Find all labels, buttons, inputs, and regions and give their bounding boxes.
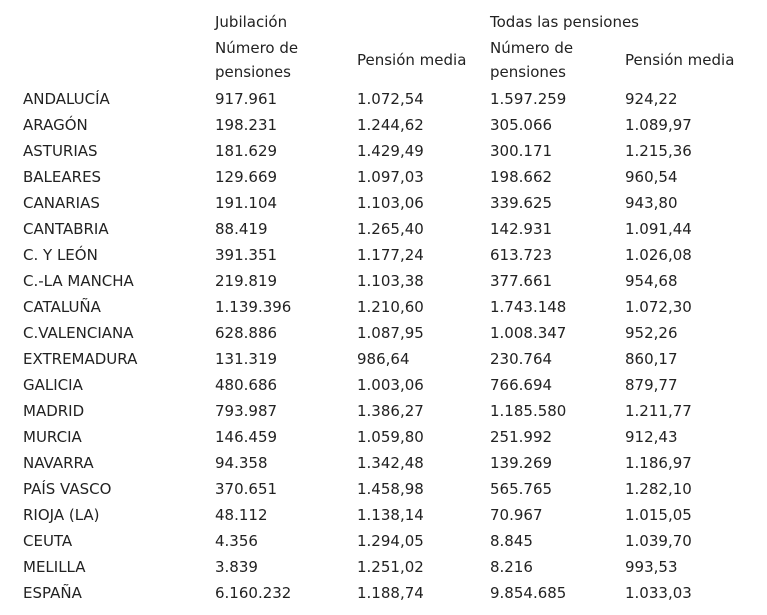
todas-numero-cell: 9.854.685 [490,584,567,602]
jubilacion-numero-cell: 129.669 [215,168,278,186]
table-row [23,242,745,268]
header-jubilacion: Jubilación [215,13,288,31]
todas-numero-cell: 613.723 [490,246,553,264]
todas-media-cell: 1.015,05 [625,506,692,524]
table-row [23,502,745,528]
todas-media-cell: 954,68 [625,272,678,290]
jubilacion-numero-cell: 6.160.232 [215,584,292,602]
todas-numero-cell: 8.845 [490,532,533,550]
todas-numero-cell: 1.008.347 [490,324,567,342]
jubilacion-media-cell: 1.103,06 [357,194,424,212]
region-cell: BALEARES [23,168,102,186]
jubilacion-media-cell: 1.458,98 [357,480,424,498]
table-row [23,164,745,190]
header-jubilacion-numero: Número de pensiones [215,39,299,81]
table-row [23,372,745,398]
todas-media-cell: 1.089,97 [625,116,692,134]
todas-media-cell: 924,22 [625,90,678,108]
jubilacion-numero-cell: 3.839 [215,558,258,576]
table-row [23,268,745,294]
jubilacion-media-cell: 1.210,60 [357,298,424,316]
jubilacion-media-cell: 1.188,74 [357,584,424,602]
region-cell: C.-LA MANCHA [23,272,134,290]
jubilacion-numero-cell: 181.629 [215,142,278,160]
jubilacion-numero-cell: 146.459 [215,428,278,446]
header-jubilacion-pension-media: Pensión media [357,51,467,69]
jubilacion-numero-cell: 628.886 [215,324,278,342]
jubilacion-numero-cell: 219.819 [215,272,278,290]
pensions-table [23,86,745,606]
todas-media-cell: 943,80 [625,194,678,212]
region-cell: MURCIA [23,428,82,446]
todas-numero-cell: 766.694 [490,376,553,394]
table-row [23,190,745,216]
todas-media-cell: 1.215,36 [625,142,692,160]
jubilacion-media-cell: 1.003,06 [357,376,424,394]
jubilacion-numero-cell: 131.319 [215,350,278,368]
table-row [23,424,745,450]
region-cell: ANDALUCÍA [23,90,110,108]
table-row [23,528,745,554]
todas-numero-cell: 142.931 [490,220,553,238]
jubilacion-numero-cell: 793.987 [215,402,278,420]
jubilacion-numero-cell: 198.231 [215,116,278,134]
region-cell: ESPAÑA [23,584,82,602]
region-cell: EXTREMADURA [23,350,138,368]
jubilacion-media-cell: 1.138,14 [357,506,424,524]
todas-numero-cell: 251.992 [490,428,553,446]
todas-media-cell: 1.072,30 [625,298,692,316]
todas-media-cell: 1.211,77 [625,402,692,420]
region-cell: CANARIAS [23,194,100,212]
region-cell: MADRID [23,402,85,420]
jubilacion-numero-cell: 1.139.396 [215,298,292,316]
region-cell: NAVARRA [23,454,94,472]
jubilacion-numero-cell: 4.356 [215,532,258,550]
jubilacion-numero-cell: 480.686 [215,376,278,394]
jubilacion-numero-cell: 917.961 [215,90,278,108]
jubilacion-media-cell: 1.097,03 [357,168,424,186]
table-row [23,580,745,606]
todas-media-cell: 1.091,44 [625,220,692,238]
table-row [23,554,745,580]
todas-numero-cell: 1.597.259 [490,90,567,108]
jubilacion-numero-cell: 48.112 [215,506,268,524]
table-row [23,216,745,242]
header-todas-pension-media: Pensión media [625,51,735,69]
todas-media-cell: 960,54 [625,168,678,186]
todas-numero-cell: 8.216 [490,558,533,576]
todas-numero-cell: 1.743.148 [490,298,567,316]
region-cell: ASTURIAS [23,142,98,160]
todas-numero-cell: 300.171 [490,142,553,160]
table-row [23,320,745,346]
header-todas-pensiones: Todas las pensiones [490,13,639,31]
jubilacion-media-cell: 1.059,80 [357,428,424,446]
header-todas-numero: Número de pensiones [490,39,574,81]
jubilacion-numero-cell: 191.104 [215,194,278,212]
jubilacion-media-cell: 1.294,05 [357,532,424,550]
region-cell: RIOJA (LA) [23,506,100,524]
jubilacion-media-cell: 1.103,38 [357,272,424,290]
table-row [23,476,745,502]
jubilacion-numero-cell: 88.419 [215,220,268,238]
table-row [23,450,745,476]
jubilacion-media-cell: 1.386,27 [357,402,424,420]
jubilacion-media-cell: 1.342,48 [357,454,424,472]
table-row [23,86,745,112]
todas-numero-cell: 565.765 [490,480,553,498]
jubilacion-media-cell: 1.177,24 [357,246,424,264]
region-cell: ARAGÓN [23,116,88,134]
jubilacion-media-cell: 1.072,54 [357,90,424,108]
todas-numero-cell: 339.625 [490,194,553,212]
region-cell: C.VALENCIANA [23,324,134,342]
todas-numero-cell: 70.967 [490,506,543,524]
region-cell: GALICIA [23,376,83,394]
todas-numero-cell: 1.185.580 [490,402,567,420]
table-row [23,138,745,164]
table-row [23,294,745,320]
todas-media-cell: 860,17 [625,350,678,368]
todas-media-cell: 879,77 [625,376,678,394]
jubilacion-numero-cell: 94.358 [215,454,268,472]
todas-numero-cell: 198.662 [490,168,553,186]
jubilacion-media-cell: 1.265,40 [357,220,424,238]
todas-media-cell: 1.282,10 [625,480,692,498]
todas-media-cell: 1.039,70 [625,532,692,550]
jubilacion-media-cell: 1.251,02 [357,558,424,576]
todas-media-cell: 1.026,08 [625,246,692,264]
region-cell: CANTABRIA [23,220,109,238]
todas-numero-cell: 230.764 [490,350,553,368]
table-row [23,398,745,424]
todas-media-cell: 1.033,03 [625,584,692,602]
region-cell: PAÍS VASCO [23,480,112,498]
jubilacion-media-cell: 986,64 [357,350,410,368]
table-row [23,346,745,372]
todas-media-cell: 952,26 [625,324,678,342]
region-cell: CATALUÑA [23,298,101,316]
todas-media-cell: 912,43 [625,428,678,446]
region-cell: C. Y LEÓN [23,246,98,264]
region-cell: CEUTA [23,532,73,550]
region-cell: MELILLA [23,558,86,576]
jubilacion-numero-cell: 370.651 [215,480,278,498]
todas-numero-cell: 305.066 [490,116,553,134]
jubilacion-media-cell: 1.429,49 [357,142,424,160]
table-row [23,112,745,138]
jubilacion-media-cell: 1.087,95 [357,324,424,342]
jubilacion-numero-cell: 391.351 [215,246,278,264]
pensions-table-body [23,86,745,606]
todas-media-cell: 993,53 [625,558,678,576]
jubilacion-media-cell: 1.244,62 [357,116,424,134]
todas-numero-cell: 377.661 [490,272,553,290]
todas-media-cell: 1.186,97 [625,454,692,472]
todas-numero-cell: 139.269 [490,454,553,472]
